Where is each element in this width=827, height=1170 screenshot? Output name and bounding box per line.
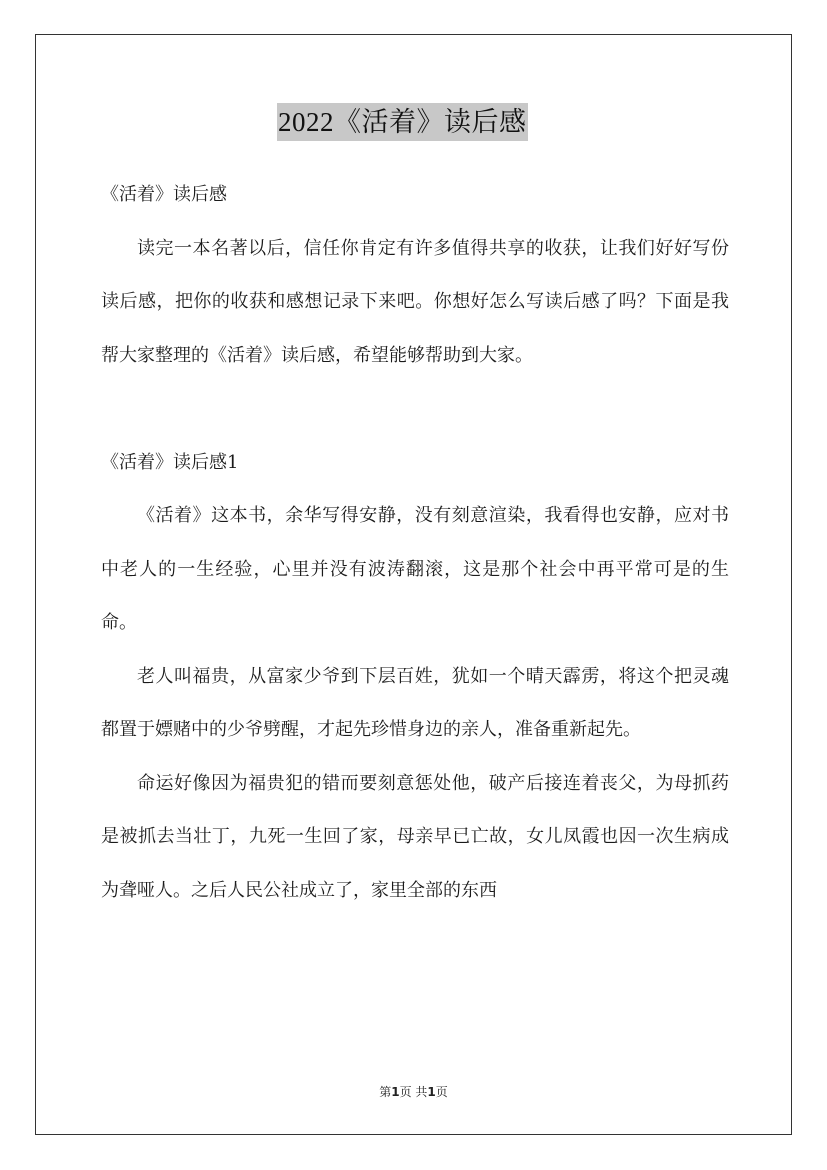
intro-paragraph: 读完一本名著以后，信任你肯定有许多值得共享的收获，让我们好好写份读后感，把你的收获和感想记录下来吧。你想好怎么写读后感了吗？下面是我帮大家整理的《活着》读后感，希望能够帮助到大家。 (101, 237, 729, 366)
page-prefix: 第 (379, 1085, 392, 1099)
body-paragraph: 老人叫福贵，从富家少爷到下层百姓，犹如一个晴天霹雳，将这个把灵魂都置于嫖赌中的少爷劈醒，才起先珍惜身边的亲人，准备重新起先。 (101, 665, 729, 740)
blank-line (101, 382, 729, 436)
page-total: 1 (427, 1085, 436, 1099)
page-suffix: 页 (435, 1085, 448, 1099)
page-mid: 页 共 (399, 1085, 428, 1099)
body-paragraph: 命运好像因为福贵犯的错而要刻意惩处他，破产后接连着丧父，为母抓药是被抓去当壮丁，九死一生回了家，母亲早已亡故，女儿凤霞也因一次生病成为聋哑人。之后人民公社成立了，家里全部的东西 (101, 772, 729, 901)
intro-heading: 《活着》读后感 (101, 184, 227, 205)
page-current: 1 (391, 1085, 400, 1099)
section-heading: 《活着》读后感1 (101, 451, 239, 473)
document-body (101, 168, 729, 917)
document-title: 2022《活着》读后感 (277, 103, 528, 141)
body-paragraph: 《活着》这本书，余华写得安静，没有刻意渲染，我看得也安静，应对书中老人的一生经验，心里并没有波涛翻滚，这是那个社会中再平常可是的生命。 (101, 505, 729, 633)
page-footer (0, 1083, 827, 1100)
